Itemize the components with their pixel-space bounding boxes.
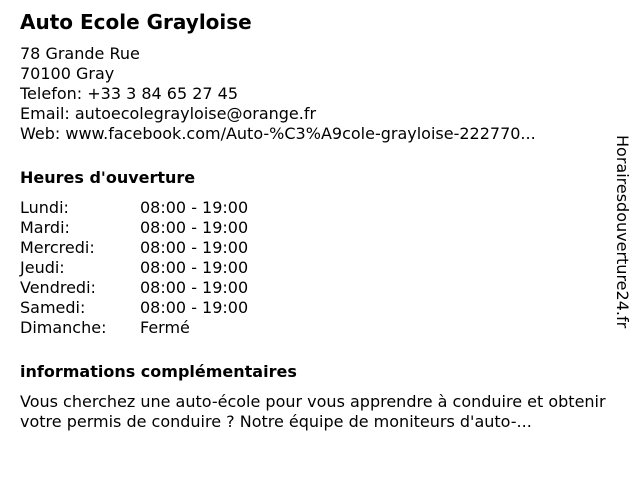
phone-line: Telefon: +33 3 84 65 27 45: [20, 84, 239, 103]
time-value: 08:00 - 19:00: [140, 278, 249, 297]
side-brand-watermark: Horairesdouverture24.fr: [613, 135, 632, 329]
hours-row-sunday: [20, 318, 620, 338]
hours-row-thursday: [20, 258, 620, 278]
business-card: [20, 10, 620, 432]
day-label: Dimanche:: [20, 318, 107, 337]
hours-row-tuesday: [20, 218, 620, 238]
hours-row-wednesday: [20, 238, 620, 258]
day-label: Lundi:: [20, 198, 69, 217]
day-label: Mardi:: [20, 218, 70, 237]
info-title: informations complémentaires: [20, 362, 297, 381]
time-value: 08:00 - 19:00: [140, 198, 249, 217]
day-label: Mercredi:: [20, 238, 95, 257]
time-value: 08:00 - 19:00: [140, 258, 249, 277]
web-line: Web: www.facebook.com/Auto-%C3%A9cole-grayloise-222770...: [20, 124, 536, 143]
hours-row-saturday: [20, 298, 620, 318]
business-name: Auto Ecole Grayloise: [20, 10, 252, 34]
hours-title: Heures d'ouverture: [20, 168, 196, 187]
day-label: Jeudi:: [20, 258, 65, 277]
time-value: 08:00 - 19:00: [140, 218, 249, 237]
address-city: 70100 Gray: [20, 64, 115, 83]
time-value: 08:00 - 19:00: [140, 298, 249, 317]
info-description: Vous cherchez une auto-école pour vous apprendre à conduire et obtenir votre permis de conduire ? Notre équipe de moniteurs d'auto-...: [20, 392, 606, 431]
day-label: Vendredi:: [20, 278, 96, 297]
time-value: 08:00 - 19:00: [140, 238, 249, 257]
time-value: Fermé: [140, 318, 190, 337]
address-street: 78 Grande Rue: [20, 44, 140, 63]
hours-row-monday: [20, 198, 620, 218]
email-line: Email: autoecolegrayloise@orange.fr: [20, 104, 317, 123]
hours-row-friday: [20, 278, 620, 298]
day-label: Samedi:: [20, 298, 86, 317]
